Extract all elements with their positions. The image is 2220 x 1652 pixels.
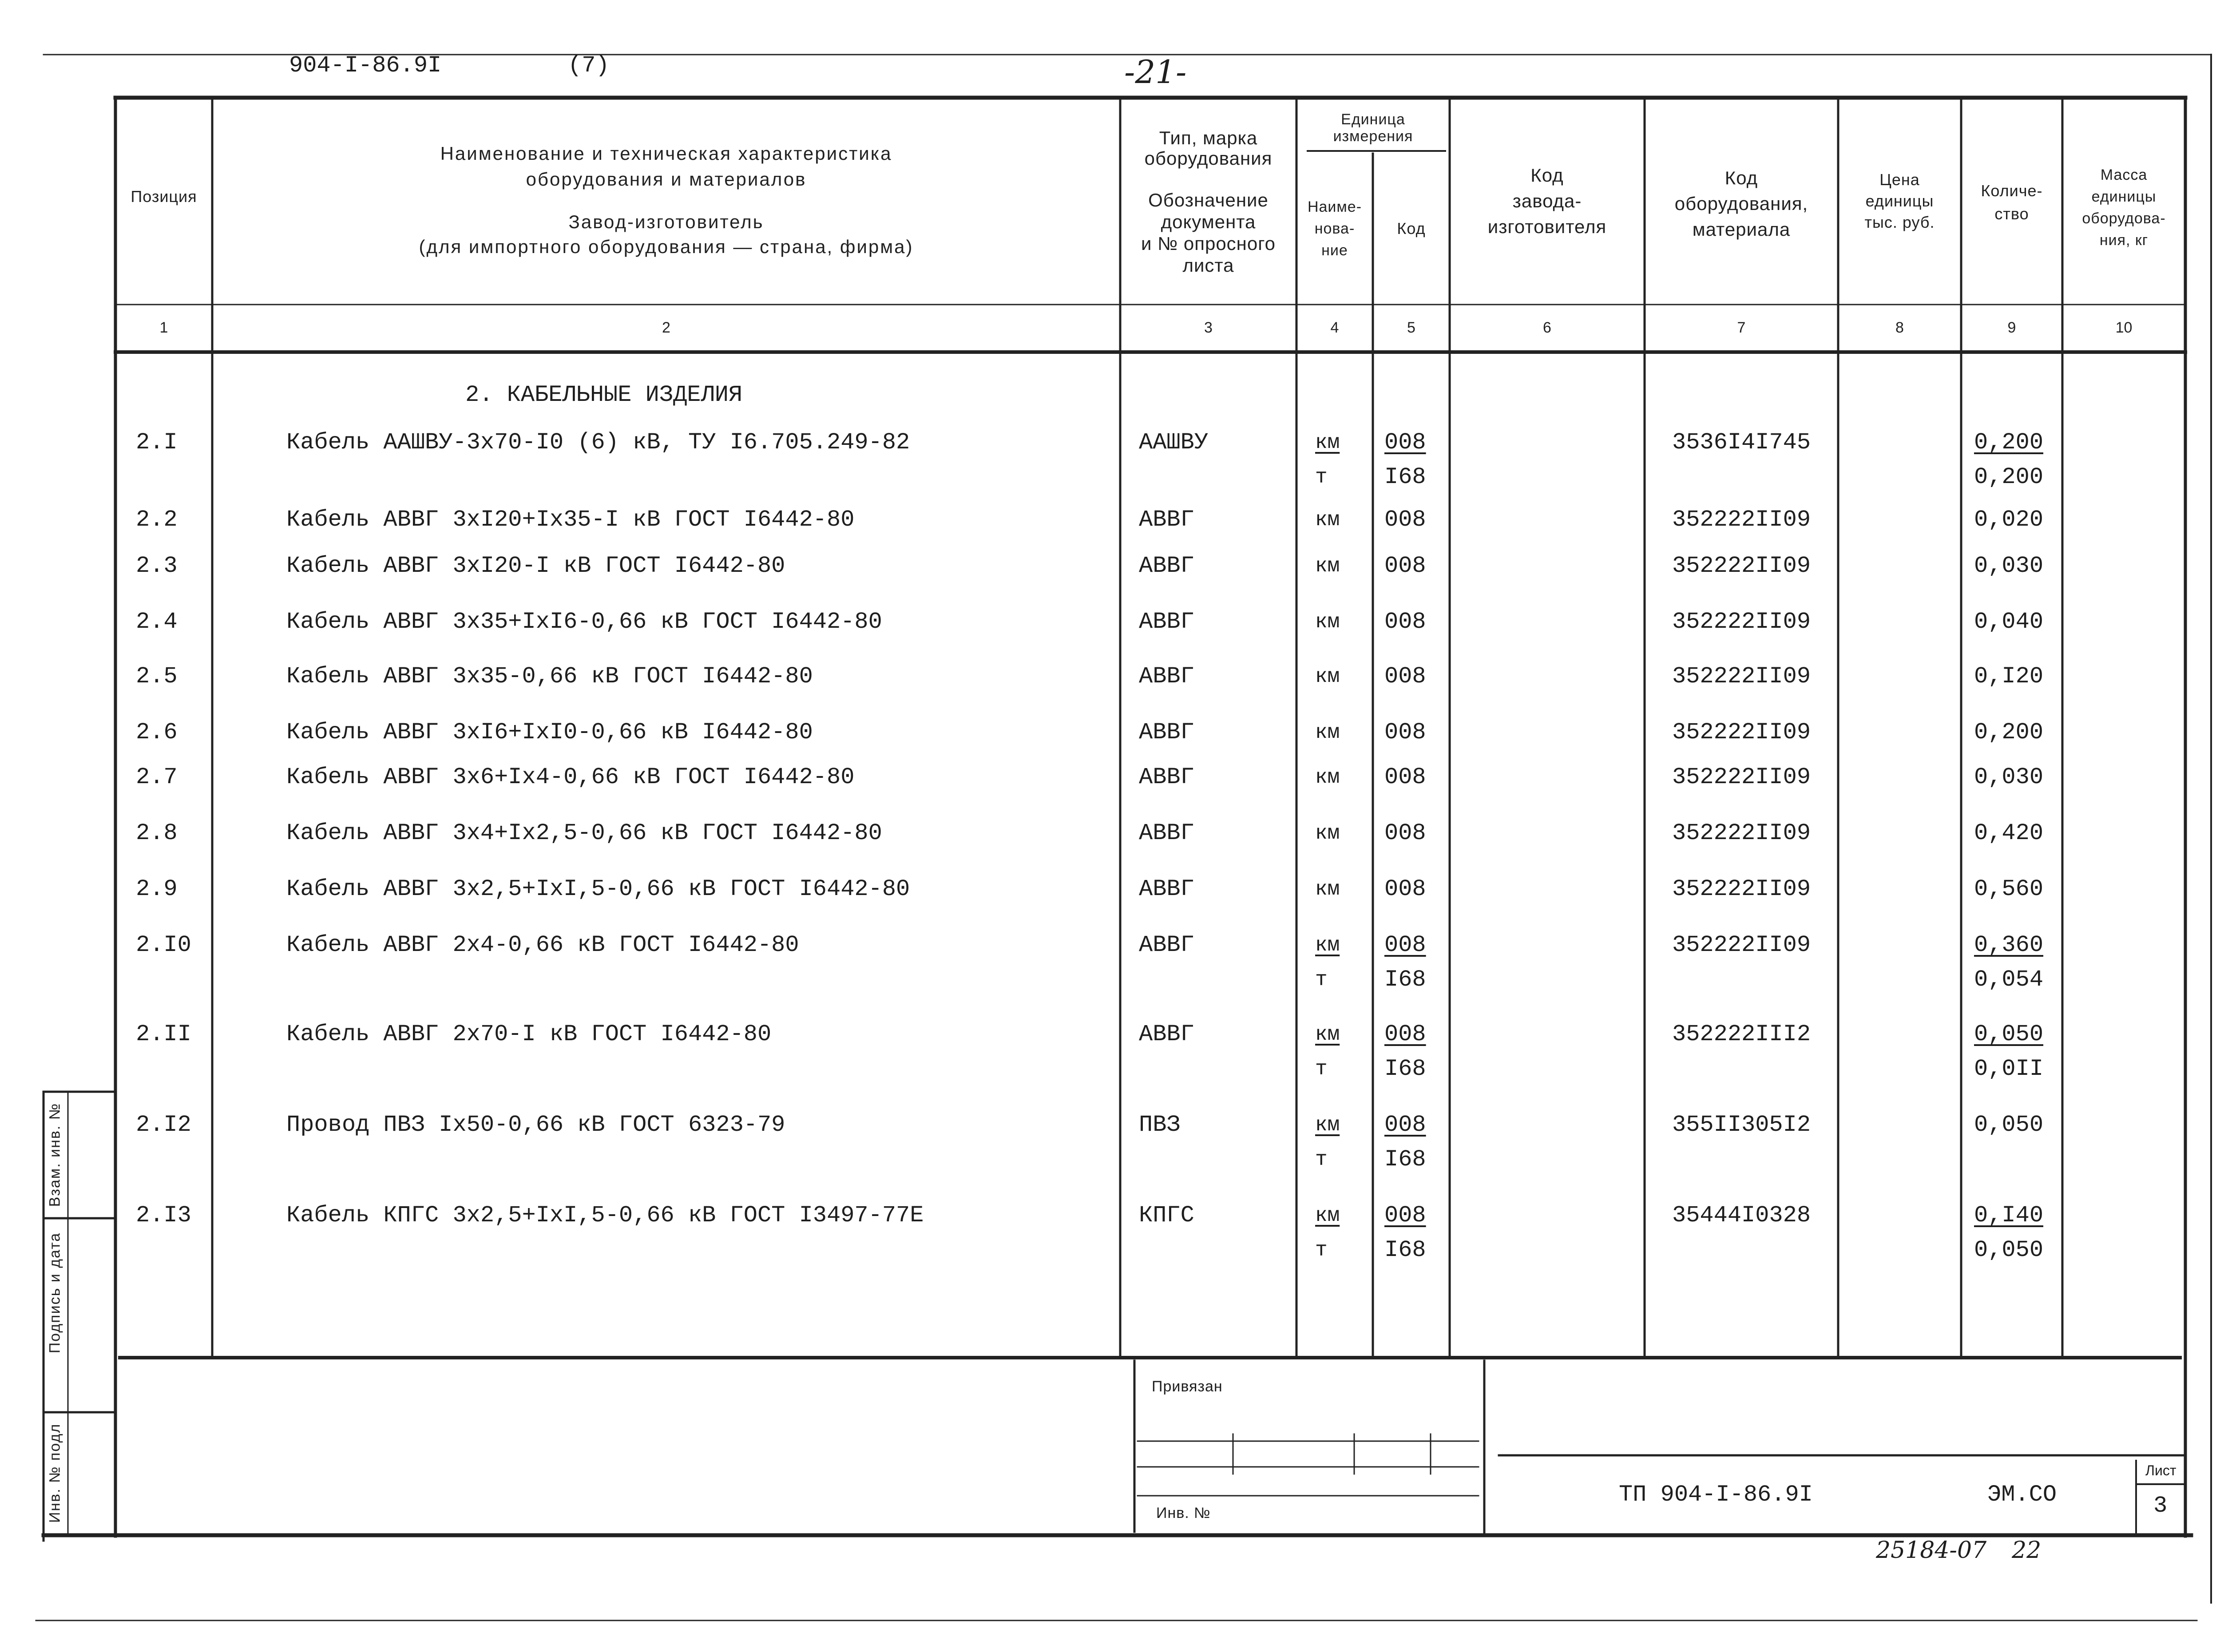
quantity-cell-2: 0,050 — [1974, 1237, 2044, 1263]
column-header-mass: Масса единицы оборудова- ния, кг — [2082, 166, 2166, 249]
name-cell: Кабель АВВГ 3х35-0,66 кВ ГОСТ I6442-80 — [286, 663, 813, 689]
title-block-mark: ЭМ.СО — [1987, 1482, 2057, 1508]
type-cell: АВВГ — [1139, 764, 1194, 790]
unit-name-cell: км — [1315, 508, 1340, 531]
name-cell: Кабель АВВГ 3хI6+IхI0-0,66 кВ I6442-80 — [286, 719, 813, 745]
table-row — [0, 928, 2220, 993]
unit-code-cell: 008 — [1384, 876, 1426, 902]
section-title: 2. КАБЕЛЬНЫЕ ИЗДЕЛИЯ — [465, 382, 743, 408]
table-row — [0, 659, 2220, 694]
table-row — [0, 425, 2220, 490]
unit-code-cell-2: I68 — [1384, 1237, 1426, 1263]
unit-code-cell-2: I68 — [1384, 1056, 1426, 1082]
sheet-number: 3 — [2153, 1493, 2168, 1519]
table-row — [0, 549, 2220, 583]
position-cell: 2.5 — [136, 663, 178, 689]
column-number: 6 — [1543, 319, 1551, 336]
unit-code-cell: 008 — [1384, 719, 1426, 745]
table-row — [0, 605, 2220, 639]
unit-name-cell: км — [1315, 431, 1340, 454]
column-header-manufacturer: Завод-изготовитель (для импортного оборудования — страна, фирма) — [419, 211, 914, 257]
column-header-unit-code: Код — [1397, 219, 1426, 238]
column-number: 7 — [1737, 319, 1746, 336]
type-cell: АВВГ — [1139, 507, 1194, 533]
unit-name-cell: км — [1315, 766, 1340, 789]
name-cell: Кабель АВВГ 3хI20-I кВ ГОСТ I6442-80 — [286, 553, 785, 579]
quantity-cell-2: 0,0II — [1974, 1056, 2044, 1082]
unit-code-cell: 008 — [1384, 1202, 1426, 1228]
equipment-code-cell: 352222II09 — [1672, 719, 1811, 745]
equipment-code-cell: 352222II09 — [1672, 553, 1811, 579]
position-cell: 2.6 — [136, 719, 178, 745]
quantity-cell: 0,030 — [1974, 553, 2044, 579]
unit-code-cell: 008 — [1384, 663, 1426, 689]
column-header-name: Наименование и техническая характеристика оборудования и материалов — [440, 143, 892, 190]
equipment-code-cell: 352222II09 — [1672, 820, 1811, 846]
unit-name-cell: км — [1315, 878, 1340, 901]
position-cell: 2.I3 — [136, 1202, 191, 1228]
unit-name-cell-2: т — [1315, 968, 1328, 991]
table-row — [0, 760, 2220, 795]
unit-code-cell: 008 — [1384, 764, 1426, 790]
position-cell: 2.II — [136, 1021, 191, 1047]
name-cell: Кабель АВВГ 3х6+Iх4-0,66 кВ ГОСТ I6442-80 — [286, 764, 855, 790]
unit-code-cell: 008 — [1384, 553, 1426, 579]
unit-code-cell-2: I68 — [1384, 464, 1426, 490]
column-header-equipment-code: Код оборудования, материала — [1674, 167, 1808, 240]
side-stamp-signature-date: Подпись и дата — [46, 1232, 63, 1354]
unit-name-cell: км — [1315, 721, 1340, 744]
quantity-cell: 0,I20 — [1974, 663, 2044, 689]
unit-name-cell: км — [1315, 822, 1340, 845]
binding-box-rules — [1138, 1434, 1479, 1496]
position-cell: 2.8 — [136, 820, 178, 846]
quantity-cell: 0,360 — [1974, 932, 2044, 958]
column-header-quantity: Количе- ство — [1981, 182, 2043, 223]
unit-code-cell: 008 — [1384, 932, 1426, 958]
name-cell: Кабель АВВГ 3х35+IхI6-0,66 кВ ГОСТ I6442-80 — [286, 609, 882, 635]
side-stamp-original-inv: Инв. № подл — [46, 1423, 63, 1523]
unit-name-cell: км — [1315, 555, 1340, 578]
column-header-position: Позиция — [131, 187, 197, 206]
unit-name-cell-2: т — [1315, 1239, 1328, 1262]
unit-name-cell: км — [1315, 665, 1340, 688]
type-cell: ААШВУ — [1139, 429, 1209, 456]
table-row — [0, 1017, 2220, 1082]
quantity-cell: 0,030 — [1974, 764, 2044, 790]
type-cell: АВВГ — [1139, 609, 1194, 635]
unit-name-cell-2: т — [1315, 1148, 1328, 1171]
table-row — [0, 503, 2220, 537]
column-header-type: Тип, марка оборудования — [1144, 127, 1273, 169]
album-number: (7) — [568, 52, 610, 79]
unit-code-cell-2: I68 — [1384, 1146, 1426, 1173]
type-cell: АВВГ — [1139, 876, 1194, 902]
quantity-cell-2: 0,054 — [1974, 967, 2044, 993]
position-cell: 2.I — [136, 429, 178, 456]
unit-name-cell-2: т — [1315, 466, 1328, 489]
document-code: 904-I-86.9I — [289, 52, 442, 79]
table-row — [0, 1198, 2220, 1263]
name-cell: Кабель ААШВУ-3х70-I0 (6) кВ, ТУ I6.705.249-82 — [286, 429, 910, 456]
equipment-code-cell: 352222II09 — [1672, 507, 1811, 533]
quantity-cell: 0,200 — [1974, 719, 2044, 745]
column-number: 8 — [1895, 319, 1904, 336]
position-cell: 2.7 — [136, 764, 178, 790]
type-cell: АВВГ — [1139, 932, 1194, 958]
table-row — [0, 715, 2220, 750]
column-number: 10 — [2115, 319, 2133, 336]
archive-number: 25184-07 — [1876, 1537, 1987, 1564]
unit-name-cell: км — [1315, 1113, 1340, 1137]
quantity-cell: 0,I40 — [1974, 1202, 2044, 1228]
quantity-cell: 0,040 — [1974, 609, 2044, 635]
quantity-cell: 0,560 — [1974, 876, 2044, 902]
binding-label: Привязан — [1152, 1378, 1223, 1395]
position-cell: 2.I0 — [136, 932, 191, 958]
unit-code-cell: 008 — [1384, 1021, 1426, 1047]
type-cell: АВВГ — [1139, 663, 1194, 689]
position-cell: 2.9 — [136, 876, 178, 902]
title-block-document: ТП 904-I-86.9I — [1619, 1482, 1813, 1508]
type-cell: АВВГ — [1139, 719, 1194, 745]
column-number: 9 — [2007, 319, 2016, 336]
column-number: 2 — [662, 319, 670, 336]
column-header-unit-name: Наиме- нова- ние — [1307, 198, 1362, 259]
position-cell: 2.4 — [136, 609, 178, 635]
position-cell: 2.2 — [136, 507, 178, 533]
quantity-cell-2: 0,200 — [1974, 464, 2044, 490]
unit-name-cell: км — [1315, 1023, 1340, 1046]
type-cell: АВВГ — [1139, 553, 1194, 579]
column-header-unit: Единица измерения — [1333, 111, 1413, 145]
type-cell: КПГС — [1139, 1202, 1194, 1228]
column-number: 4 — [1330, 319, 1339, 336]
table-row — [0, 872, 2220, 907]
quantity-cell: 0,050 — [1974, 1112, 2044, 1138]
column-header-price: Цена единицы тыс. руб. — [1864, 170, 1935, 231]
unit-name-cell: км — [1315, 1204, 1340, 1227]
inventory-label: Инв. № — [1156, 1505, 1211, 1521]
equipment-code-cell: 3536I4I745 — [1672, 429, 1811, 456]
equipment-code-cell: 35444I0328 — [1672, 1202, 1811, 1228]
unit-name-cell: км — [1315, 610, 1340, 634]
unit-code-cell: 008 — [1384, 429, 1426, 456]
name-cell: Кабель АВВГ 3хI20+Iх35-I кВ ГОСТ I6442-80 — [286, 507, 855, 533]
name-cell: Кабель АВВГ 2х4-0,66 кВ ГОСТ I6442-80 — [286, 932, 799, 958]
quantity-cell: 0,050 — [1974, 1021, 2044, 1047]
unit-code-cell: 008 — [1384, 820, 1426, 846]
column-number: 1 — [159, 319, 168, 336]
name-cell: Провод ПВЗ Iх50-0,66 кВ ГОСТ 6323-79 — [286, 1112, 785, 1138]
position-cell: 2.I2 — [136, 1112, 191, 1138]
archive-page-number: 22 — [2012, 1537, 2042, 1564]
equipment-code-cell: 352222III2 — [1672, 1021, 1811, 1047]
equipment-code-cell: 352222II09 — [1672, 764, 1811, 790]
name-cell: Кабель АВВГ 2х70-I кВ ГОСТ I6442-80 — [286, 1021, 772, 1047]
column-number: 3 — [1204, 319, 1213, 336]
equipment-code-cell: 355II305I2 — [1672, 1112, 1811, 1138]
table-row — [0, 816, 2220, 851]
column-header-manufacturer-code: Код завода- изготовителя — [1487, 165, 1607, 237]
type-cell: АВВГ — [1139, 1021, 1194, 1047]
column-header-document: Обозначение документа и № опросного листа — [1141, 190, 1276, 276]
column-number: 5 — [1407, 319, 1415, 336]
quantity-cell: 0,420 — [1974, 820, 2044, 846]
name-cell: Кабель КПГС 3х2,5+IхI,5-0,66 кВ ГОСТ I3497-77Е — [286, 1202, 924, 1228]
unit-code-cell: 008 — [1384, 1112, 1426, 1138]
unit-name-cell: км — [1315, 934, 1340, 957]
quantity-cell: 0,020 — [1974, 507, 2044, 533]
sheet-label: Лист — [2145, 1462, 2176, 1478]
side-stamp-replace-inv: Взам. инв. № — [46, 1102, 63, 1207]
unit-code-cell: 008 — [1384, 609, 1426, 635]
equipment-code-cell: 352222II09 — [1672, 876, 1811, 902]
equipment-code-cell: 352222II09 — [1672, 663, 1811, 689]
unit-code-cell-2: I68 — [1384, 967, 1426, 993]
name-cell: Кабель АВВГ 3х2,5+IхI,5-0,66 кВ ГОСТ I6442-80 — [286, 876, 910, 902]
type-cell: ПВЗ — [1139, 1112, 1181, 1138]
page-mark: -21- — [1124, 53, 1187, 91]
equipment-code-cell: 352222II09 — [1672, 932, 1811, 958]
unit-name-cell-2: т — [1315, 1058, 1328, 1081]
position-cell: 2.3 — [136, 553, 178, 579]
name-cell: Кабель АВВГ 3х4+Iх2,5-0,66 кВ ГОСТ I6442-80 — [286, 820, 882, 846]
quantity-cell: 0,200 — [1974, 429, 2044, 456]
type-cell: АВВГ — [1139, 820, 1194, 846]
unit-code-cell: 008 — [1384, 507, 1426, 533]
equipment-code-cell: 352222II09 — [1672, 609, 1811, 635]
